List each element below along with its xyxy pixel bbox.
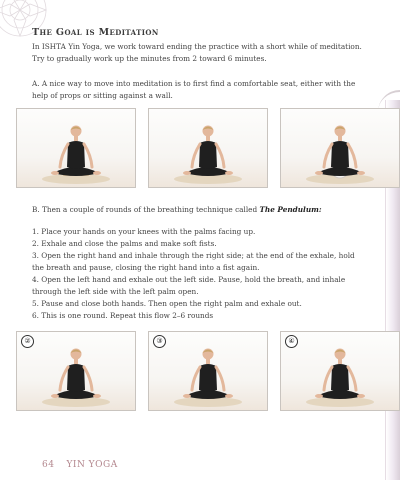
photo-pendulum-step (16, 331, 136, 411)
arm (216, 144, 224, 167)
page-footer (42, 460, 130, 470)
arm (348, 367, 356, 390)
torso (67, 141, 85, 169)
book-title: YIN YOGA (66, 460, 118, 470)
step-b-paragraph (32, 204, 362, 216)
photo-seated-on-block (16, 108, 136, 188)
arm (84, 144, 92, 167)
meditator-figure (17, 332, 135, 410)
foot (357, 394, 365, 398)
foot (183, 394, 191, 398)
instruction-step: 3. Open the right hand and inhale through the right side; at the end of the exhale, hold the breath and pause, closing the right hand into a fist again. (32, 251, 355, 272)
instruction-step: 4. Open the left hand and exhale out the left side. Pause, hold the breath, and inhale through the left side with the left palm open. (32, 275, 346, 296)
technique-name: The Pendulum: (259, 205, 322, 214)
intro-paragraph: In ISHTA Yin Yoga, we work toward ending the practice with a short while of meditation. Try to gradually work up the minutes from 2 toward 6 minutes. (32, 42, 362, 63)
photo-pendulum-step (280, 331, 400, 411)
instruction-step: 6. This is one round. Repeat this flow 2–6 rounds (32, 311, 214, 320)
mandala-ornament (0, 0, 60, 46)
instructions-list (32, 226, 362, 322)
page-number: 64 (42, 460, 55, 470)
arm (60, 144, 68, 167)
arm (348, 144, 356, 167)
foot (51, 171, 59, 175)
arm (60, 367, 68, 390)
torso (331, 141, 349, 169)
arm (192, 144, 200, 167)
foot (315, 171, 323, 175)
arm (216, 367, 224, 390)
arm (84, 367, 92, 390)
meditator-figure (17, 109, 135, 187)
arm (192, 367, 200, 390)
torso (199, 364, 217, 392)
foot (183, 171, 191, 175)
top-photo-row (16, 108, 384, 186)
meditator-figure (281, 109, 399, 187)
photo-seated-on-floor (148, 108, 268, 188)
step-a-paragraph: A. A nice way to move into meditation is to first find a comfortable seat, either with the help of props or sitting against a wall. (32, 79, 356, 100)
foot (93, 171, 101, 175)
meditator-figure (281, 332, 399, 410)
instruction-step: 5. Pause and close both hands. Then open the right palm and exhale out. (32, 299, 302, 308)
step-marker: ② (21, 335, 34, 348)
meditator-figure (149, 332, 267, 410)
instruction-step: 1. Place your hands on your knees with the palms facing up. (32, 227, 256, 236)
foot (225, 394, 233, 398)
section-title: The Goal is Meditation (32, 27, 159, 38)
foot (93, 394, 101, 398)
torso (67, 364, 85, 392)
torso (199, 141, 217, 169)
foot (315, 394, 323, 398)
meditator-figure (149, 109, 267, 187)
step-marker: ④ (285, 335, 298, 348)
foot (51, 394, 59, 398)
foot (357, 171, 365, 175)
photo-seated-on-ball (280, 108, 400, 188)
step-marker: ③ (153, 335, 166, 348)
instruction-step: 2. Exhale and close the palms and make soft fists. (32, 239, 217, 248)
photo-pendulum-step (148, 331, 268, 411)
step-b-lead: B. Then a couple of rounds of the breathing technique called (32, 205, 260, 214)
arm (324, 144, 332, 167)
torso (331, 364, 349, 392)
arm (324, 367, 332, 390)
foot (225, 171, 233, 175)
bottom-photo-row (16, 331, 384, 409)
